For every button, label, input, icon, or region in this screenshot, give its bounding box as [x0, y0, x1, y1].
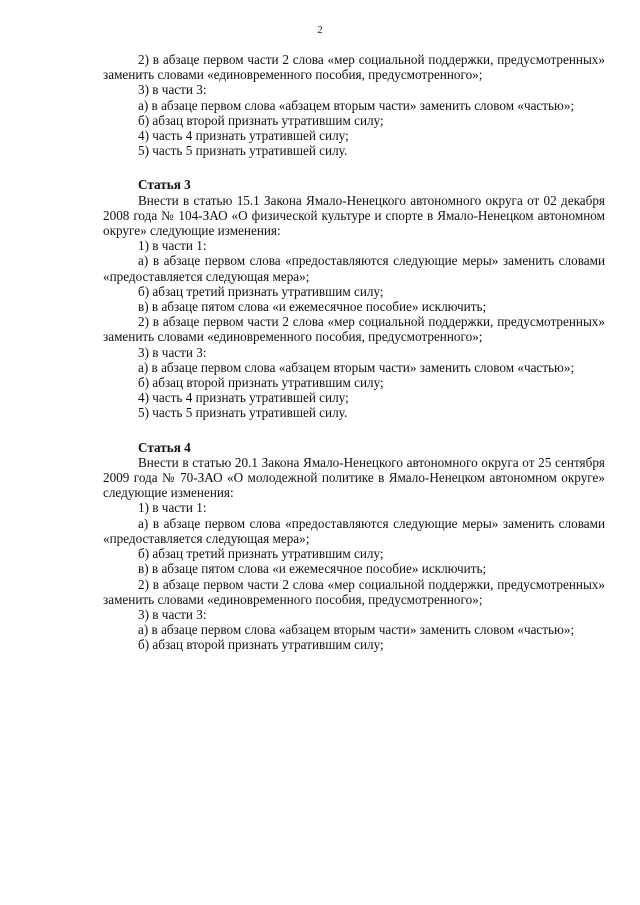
- paragraph: 5) часть 5 признать утратившей силу.: [138, 405, 348, 421]
- paragraph: а) в абзаце первом слова «абзацем вторым части» заменить словом «частью»;: [138, 97, 575, 113]
- paragraph: б) абзац второй признать утратившим силу;: [138, 637, 384, 653]
- paragraph: б) абзац третий признать утратившим силу;: [138, 283, 384, 299]
- paragraph: 2) в абзаце первом части 2 слова «мер социальной поддержки, предусмотренных» заменить словами «единовременного пособия, предусмотренного»;: [103, 52, 605, 83]
- article-3: [103, 177, 605, 420]
- paragraph: 3) в части 3:: [138, 606, 207, 622]
- paragraph: 1) в части 1:: [138, 500, 207, 516]
- intro-section: [103, 52, 605, 158]
- paragraph: Внести в статью 20.1 Закона Ямало-Ненецкого автономного округа от 25 сентября 2009 года № 70-ЗАО «О молодежной политике в Ямало-Ненецком автономном округе» следующие изменения:: [103, 454, 605, 501]
- paragraph: а) в абзаце первом слова «предоставляются следующие меры» заменить словами «предоставляется следующая мера»;: [103, 253, 605, 284]
- paragraph: а) в абзаце первом слова «абзацем вторым части» заменить словом «частью»;: [138, 359, 575, 375]
- paragraph: б) абзац третий признать утратившим силу;: [138, 546, 384, 562]
- paragraph: 5) часть 5 признать утратившей силу.: [138, 143, 348, 159]
- paragraph: в) в абзаце пятом слова «и ежемесячное пособие» исключить;: [138, 561, 487, 577]
- paragraph: в) в абзаце пятом слова «и ежемесячное пособие» исключить;: [138, 299, 487, 315]
- paragraph: 4) часть 4 признать утратившей силу;: [138, 390, 349, 406]
- article-title: Статья 4: [138, 439, 191, 455]
- paragraph: 3) в части 3:: [138, 82, 207, 98]
- article-title: Статья 3: [138, 177, 191, 193]
- paragraph: б) абзац второй признать утратившим силу;: [138, 112, 384, 128]
- document-body: [103, 52, 605, 653]
- paragraph: Внести в статью 15.1 Закона Ямало-Ненецкого автономного округа от 02 декабря 2008 года № 104-ЗАО «О физической культуре и спорте в Ямало-Ненецком автономном округе» следующие изменения:: [103, 192, 605, 239]
- paragraph: 1) в части 1:: [138, 238, 207, 254]
- paragraph: 4) часть 4 признать утратившей силу;: [138, 128, 349, 144]
- paragraph: 2) в абзаце первом части 2 слова «мер социальной поддержки, предусмотренных» заменить словами «единовременного пособия, предусмотренного»;: [103, 314, 605, 345]
- paragraph: а) в абзаце первом слова «абзацем вторым части» заменить словом «частью»;: [138, 622, 575, 638]
- paragraph: 3) в части 3:: [138, 344, 207, 360]
- page-number: 2: [317, 24, 323, 36]
- paragraph: б) абзац второй признать утратившим силу;: [138, 375, 384, 391]
- article-4: [103, 440, 605, 653]
- paragraph: 2) в абзаце первом части 2 слова «мер социальной поддержки, предусмотренных» заменить словами «единовременного пособия, предусмотренного»;: [103, 576, 605, 607]
- paragraph: а) в абзаце первом слова «предоставляются следующие меры» заменить словами «предоставляется следующая мера»;: [103, 515, 605, 546]
